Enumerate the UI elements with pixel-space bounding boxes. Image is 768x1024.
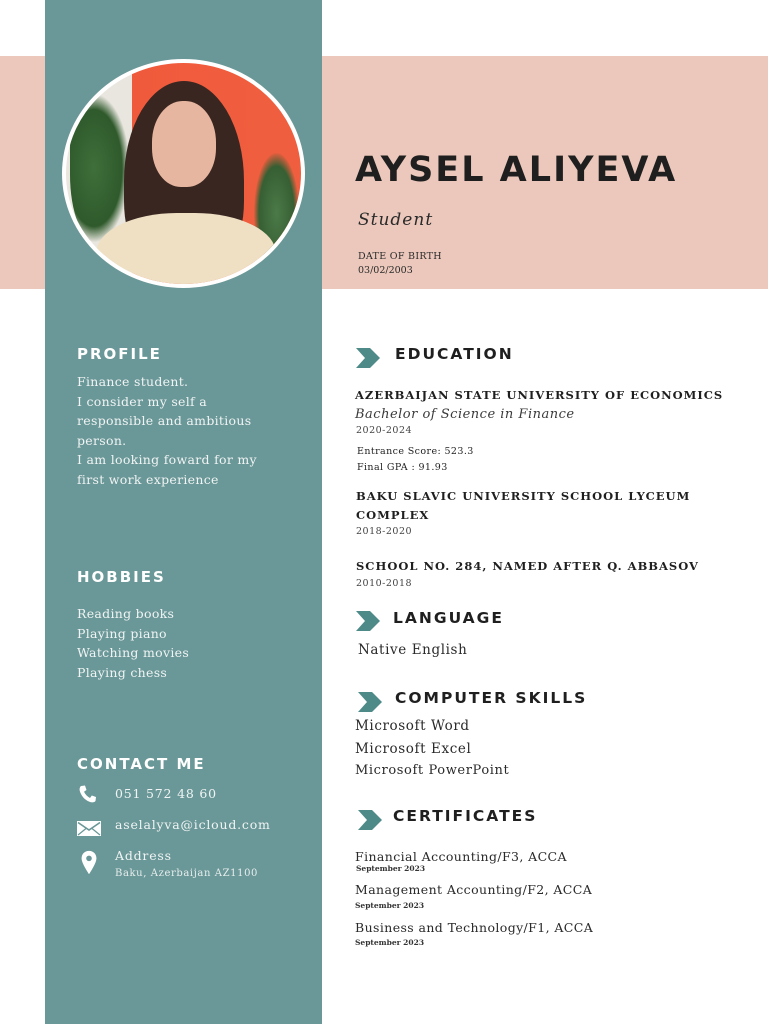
final-gpa: Final GPA : 91.93 [357, 462, 448, 473]
certificate-title: Management Accounting/F2, ACCA [355, 882, 593, 897]
person-role: Student [358, 210, 434, 230]
profile-text [77, 372, 257, 489]
email-address[interactable]: aselalyva@icloud.com [115, 817, 271, 832]
profile-heading: PROFILE [77, 345, 162, 363]
contact-heading: CONTACT ME [77, 755, 206, 773]
chevron-right-icon [356, 348, 382, 368]
chevron-right-icon [356, 611, 382, 631]
education-title: SCHOOL NO. 284, NAMED AFTER Q. ABBASOV [356, 559, 699, 573]
skill-item: Microsoft Word [355, 718, 470, 734]
address-value: Baku, Azerbaijan AZ1100 [115, 868, 259, 879]
address-label: Address [115, 848, 172, 863]
hobby-item: Playing chess [77, 664, 168, 680]
hobbies-heading: HOBBIES [77, 568, 166, 586]
dob-label: DATE OF BIRTH [358, 251, 442, 262]
profile-line: I consider my self a [77, 393, 207, 409]
education-title: COMPLEX [356, 508, 430, 522]
education-degree: Bachelor of Science in Finance [355, 407, 575, 422]
skill-item: Microsoft PowerPoint [355, 763, 510, 778]
certificates-heading: CERTIFICATES [393, 807, 538, 825]
chevron-right-icon [358, 692, 384, 712]
profile-line: person. [77, 432, 127, 448]
hobby-item: Reading books [77, 606, 175, 621]
computer-skills-heading: COMPUTER SKILLS [395, 689, 588, 707]
photo-face [152, 101, 216, 187]
education-years: 2018-2020 [356, 526, 413, 537]
hobby-item: Playing piano [77, 625, 167, 641]
envelope-icon [77, 818, 101, 838]
education-years: 2020-2024 [356, 425, 413, 436]
map-pin-icon [77, 850, 101, 876]
person-name: AYSEL ALIYEVA [355, 150, 678, 190]
photo-plant-left [70, 93, 130, 243]
phone-icon [77, 784, 101, 804]
education-title: AZERBAIJAN STATE UNIVERSITY OF ECONOMICS [355, 388, 724, 402]
language-value: Native English [358, 642, 468, 658]
hobby-item: Watching movies [77, 645, 190, 660]
education-heading: EDUCATION [395, 345, 514, 363]
certificate-date: September 2023 [355, 938, 425, 947]
dob-value: 03/02/2003 [358, 265, 413, 276]
education-title: BAKU SLAVIC UNIVERSITY SCHOOL LYCEUM [356, 489, 691, 503]
entrance-score: Entrance Score: 523.3 [357, 446, 474, 457]
profile-line: responsible and ambitious [77, 413, 252, 428]
education-years: 2010-2018 [356, 578, 413, 589]
profile-photo [62, 59, 305, 288]
phone-number[interactable]: 051 572 48 60 [115, 786, 217, 801]
skill-item: Microsoft Excel [355, 741, 472, 757]
chevron-right-icon [358, 810, 384, 830]
hobbies-list [77, 604, 189, 682]
certificate-date: September 2023 [355, 901, 425, 910]
photo-shirt [96, 213, 276, 288]
profile-line: Finance student. [77, 374, 189, 389]
certificate-title: Financial Accounting/F3, ACCA [355, 849, 567, 864]
profile-line: I am looking foward for my [77, 452, 257, 467]
certificate-date: September 2023 [356, 864, 426, 873]
profile-line: first work experience [77, 471, 219, 487]
certificate-title: Business and Technology/F1, ACCA [355, 920, 594, 935]
language-heading: LANGUAGE [393, 609, 504, 627]
